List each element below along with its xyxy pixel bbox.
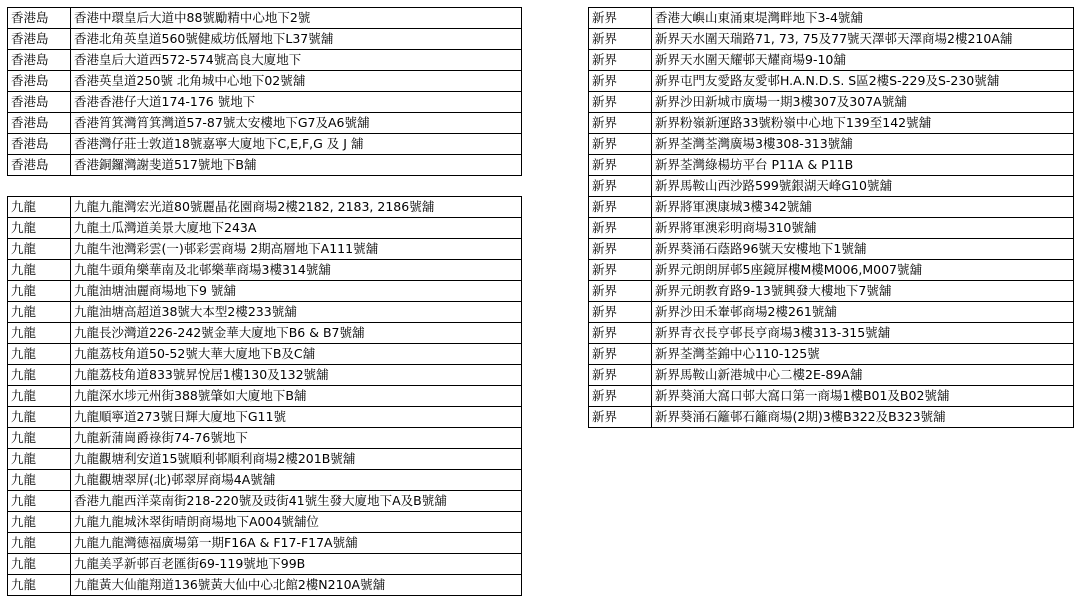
address-cell: 新界荃灣荃灣廣場3樓308-313號舖 <box>652 134 1074 155</box>
table-row <box>8 281 522 302</box>
district-cell: 新界 <box>589 260 652 281</box>
address-cell: 新界沙田禾輋邨商場2樓261號舖 <box>652 302 1074 323</box>
address-cell: 香港銅鑼灣謝斐道517號地下B舖 <box>71 155 522 176</box>
district-cell: 新界 <box>589 176 652 197</box>
table-row <box>8 155 522 176</box>
district-cell: 新界 <box>589 218 652 239</box>
district-cell: 新界 <box>589 386 652 407</box>
address-cell: 新界葵涌石蔭路96號天安樓地下1號舖 <box>652 239 1074 260</box>
district-cell: 香港島 <box>8 155 71 176</box>
address-cell: 九龍油塘高超道38號大本型2樓233號舖 <box>71 302 522 323</box>
address-cell: 新界天水圍天耀邨天耀商場9-10舖 <box>652 50 1074 71</box>
table-row <box>8 344 522 365</box>
address-cell: 新界青衣長亨邨長亨商場3樓313-315號舖 <box>652 323 1074 344</box>
district-cell: 香港島 <box>8 134 71 155</box>
district-cell: 新界 <box>589 8 652 29</box>
address-cell: 新界元朗教育路9-13號興發大樓地下7號舖 <box>652 281 1074 302</box>
district-cell: 九龍 <box>8 197 71 218</box>
table-row <box>8 50 522 71</box>
district-cell: 香港島 <box>8 113 71 134</box>
district-cell: 九龍 <box>8 386 71 407</box>
table-row <box>8 302 522 323</box>
district-cell: 九龍 <box>8 218 71 239</box>
address-cell: 新界屯門友愛路友愛邨H.A.N.D.S. S區2樓S-229及S-230號舖 <box>652 71 1074 92</box>
district-cell: 新界 <box>589 134 652 155</box>
district-cell: 九龍 <box>8 365 71 386</box>
table-row <box>8 428 522 449</box>
district-cell: 新界 <box>589 344 652 365</box>
table-row <box>589 260 1074 281</box>
table-row <box>589 29 1074 50</box>
address-cell: 新界荃灣綠楊坊平台 P11A & P11B <box>652 155 1074 176</box>
kowloon-table <box>7 196 522 596</box>
district-cell: 新界 <box>589 197 652 218</box>
district-cell: 香港島 <box>8 71 71 92</box>
table-row <box>8 239 522 260</box>
address-cell: 香港英皇道250號 北角城中心地下02號舖 <box>71 71 522 92</box>
table-row <box>8 554 522 575</box>
table-row <box>589 92 1074 113</box>
table-row <box>589 8 1074 29</box>
table-row <box>8 71 522 92</box>
table-row <box>589 281 1074 302</box>
district-cell: 新界 <box>589 302 652 323</box>
address-cell: 九龍黃大仙龍翔道136號黃大仙中心北館2樓N210A號舖 <box>71 575 522 596</box>
district-cell: 新界 <box>589 365 652 386</box>
address-cell: 香港皇后大道西572-574號高良大廈地下 <box>71 50 522 71</box>
table-row <box>589 386 1074 407</box>
address-cell: 香港九龍西洋菜南街218-220號及豉街41號生發大廈地下A及B號舖 <box>71 491 522 512</box>
district-cell: 九龍 <box>8 302 71 323</box>
table-row <box>8 134 522 155</box>
table-row <box>8 449 522 470</box>
address-cell: 九龍土瓜灣道美景大廈地下243A <box>71 218 522 239</box>
table-row <box>8 8 522 29</box>
table-row <box>8 365 522 386</box>
address-cell: 新界馬鞍山新港城中心二樓2E-89A舖 <box>652 365 1074 386</box>
address-cell: 九龍荔枝角道50-52號大華大廈地下B及C舖 <box>71 344 522 365</box>
address-cell: 九龍九龍灣德福廣場第一期F16A & F17-F17A號舖 <box>71 533 522 554</box>
district-cell: 新界 <box>589 50 652 71</box>
district-cell: 香港島 <box>8 8 71 29</box>
address-cell: 九龍九龍灣宏光道80號麗晶花園商場2樓2182, 2183, 2186號舖 <box>71 197 522 218</box>
district-cell: 九龍 <box>8 512 71 533</box>
hong-kong-island-table <box>7 7 522 176</box>
district-cell: 新界 <box>589 113 652 134</box>
table-row <box>589 323 1074 344</box>
table-row <box>589 50 1074 71</box>
district-cell: 新界 <box>589 29 652 50</box>
table-row <box>8 197 522 218</box>
district-cell: 新界 <box>589 155 652 176</box>
address-cell: 新界葵涌石籬邨石籬商場(2期)3樓B322及B323號舖 <box>652 407 1074 428</box>
table-row <box>589 176 1074 197</box>
district-cell: 九龍 <box>8 575 71 596</box>
address-cell: 新界將軍澳彩明商場310號舖 <box>652 218 1074 239</box>
district-cell: 新界 <box>589 323 652 344</box>
table-row <box>8 512 522 533</box>
district-cell: 九龍 <box>8 470 71 491</box>
district-cell: 新界 <box>589 281 652 302</box>
district-cell: 九龍 <box>8 554 71 575</box>
address-cell: 九龍順寧道273號日輝大廈地下G11號 <box>71 407 522 428</box>
district-cell: 九龍 <box>8 533 71 554</box>
table-row <box>8 260 522 281</box>
address-cell: 新界馬鞍山西沙路599號銀湖天峰G10號舖 <box>652 176 1074 197</box>
district-cell: 九龍 <box>8 239 71 260</box>
district-cell: 新界 <box>589 407 652 428</box>
address-cell: 新界天水圍天瑞路71, 73, 75及77號天澤邨天澤商場2樓210A舖 <box>652 29 1074 50</box>
address-cell: 九龍九龍城沐翠街晴朗商場地下A004號舖位 <box>71 512 522 533</box>
table-row <box>8 29 522 50</box>
new-territories-table <box>588 7 1074 428</box>
table-row <box>589 113 1074 134</box>
address-cell: 新界荃灣荃錦中心110-125號 <box>652 344 1074 365</box>
table-row <box>8 407 522 428</box>
address-cell: 九龍長沙灣道226-242號金華大廈地下B6 & B7號舖 <box>71 323 522 344</box>
table-row <box>8 386 522 407</box>
district-cell: 新界 <box>589 92 652 113</box>
address-cell: 新界粉嶺新運路33號粉嶺中心地下139至142號舖 <box>652 113 1074 134</box>
district-cell: 九龍 <box>8 323 71 344</box>
address-cell: 九龍牛頭角樂華南及北邨樂華商場3樓314號舖 <box>71 260 522 281</box>
table-row <box>589 239 1074 260</box>
district-cell: 九龍 <box>8 281 71 302</box>
address-cell: 新界沙田新城市廣場一期3樓307及307A號舖 <box>652 92 1074 113</box>
address-cell: 九龍牛池灣彩雲(一)邨彩雲商場 2期高層地下A111號舖 <box>71 239 522 260</box>
address-cell: 新界將軍澳康城3樓342號舖 <box>652 197 1074 218</box>
table-row <box>589 155 1074 176</box>
address-cell: 九龍深水埗元州街388號肇如大廈地下B舖 <box>71 386 522 407</box>
table-row <box>589 71 1074 92</box>
table-row <box>8 92 522 113</box>
table-row <box>589 365 1074 386</box>
table-row <box>8 491 522 512</box>
table-row <box>8 323 522 344</box>
district-cell: 香港島 <box>8 92 71 113</box>
address-cell: 九龍新蒲崗爵祿街74-76號地下 <box>71 428 522 449</box>
table-row <box>589 407 1074 428</box>
district-cell: 新界 <box>589 239 652 260</box>
district-cell: 九龍 <box>8 428 71 449</box>
table-row <box>8 533 522 554</box>
district-cell: 香港島 <box>8 29 71 50</box>
address-cell: 香港中環皇后大道中88號勵精中心地下2號 <box>71 8 522 29</box>
table-row <box>589 197 1074 218</box>
district-cell: 九龍 <box>8 344 71 365</box>
address-cell: 香港灣仔莊士敦道18號嘉寧大廈地下C,E,F,G 及 J 舖 <box>71 134 522 155</box>
table-row <box>589 302 1074 323</box>
address-cell: 香港北角英皇道560號健威坊低層地下L37號舖 <box>71 29 522 50</box>
address-cell: 香港香港仔大道174-176 號地下 <box>71 92 522 113</box>
address-cell: 九龍荔枝角道833號昇悅居1樓130及132號舖 <box>71 365 522 386</box>
address-cell: 香港大嶼山東涌東堤灣畔地下3-4號舖 <box>652 8 1074 29</box>
address-cell: 新界元朗朗屏邨5座鏡屏樓M樓M006,M007號舖 <box>652 260 1074 281</box>
district-cell: 香港島 <box>8 50 71 71</box>
table-row <box>8 113 522 134</box>
table-row <box>589 134 1074 155</box>
address-cell: 九龍油塘油麗商場地下9 號舖 <box>71 281 522 302</box>
district-cell: 九龍 <box>8 407 71 428</box>
address-cell: 新界葵涌大窩口邨大窩口第一商場1樓B01及B02號舖 <box>652 386 1074 407</box>
district-cell: 新界 <box>589 71 652 92</box>
district-cell: 九龍 <box>8 491 71 512</box>
table-row <box>589 218 1074 239</box>
table-row <box>8 218 522 239</box>
address-cell: 九龍美孚新邨百老匯街69-119號地下99B <box>71 554 522 575</box>
district-cell: 九龍 <box>8 449 71 470</box>
table-row <box>8 470 522 491</box>
address-cell: 九龍觀塘利安道15號順利邨順利商場2樓201B號舖 <box>71 449 522 470</box>
table-row <box>589 344 1074 365</box>
table-row <box>8 575 522 596</box>
address-cell: 香港筲箕灣筲箕灣道57-87號太安樓地下G7及A6號舖 <box>71 113 522 134</box>
district-cell: 九龍 <box>8 260 71 281</box>
address-cell: 九龍觀塘翠屏(北)邨翠屏商場4A號舖 <box>71 470 522 491</box>
